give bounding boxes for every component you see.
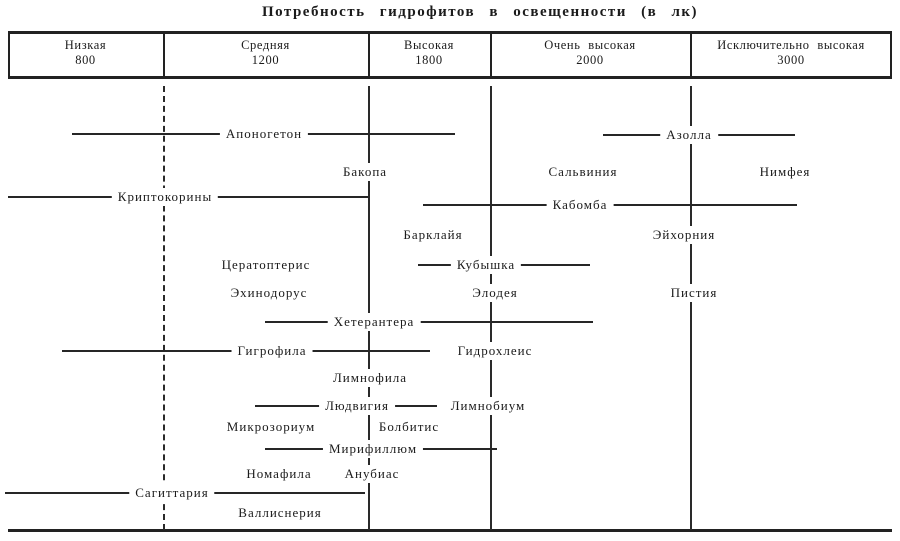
species-label: Валлиснерия	[232, 504, 327, 522]
species-label: Номафила	[240, 465, 317, 483]
column-value: 800	[75, 53, 96, 67]
column-label: Высокая	[404, 38, 454, 52]
species-label: Мирифиллюм	[323, 440, 423, 458]
column-value: 1200	[251, 53, 280, 67]
header-cell-low	[8, 38, 163, 78]
species-label: Хетерантера	[328, 313, 421, 331]
bottom-border	[8, 529, 892, 532]
column-value: 3000	[777, 53, 805, 67]
column-divider-line	[490, 86, 492, 530]
column-divider-line	[368, 86, 370, 530]
species-label: Сальвиния	[543, 163, 624, 181]
species-label: Элодея	[466, 284, 523, 302]
header-cell-medium	[163, 38, 368, 78]
header-cell-exceptionally-high	[690, 38, 892, 78]
species-label: Кабомба	[547, 196, 614, 214]
column-value: 1800	[415, 53, 443, 67]
species-label: Барклайя	[397, 226, 468, 244]
species-label: Апоногетон	[220, 125, 308, 143]
species-label: Микрозориум	[221, 418, 321, 436]
species-label: Азолла	[660, 126, 718, 144]
range-line	[265, 321, 593, 323]
species-label: Эйхорния	[647, 226, 721, 244]
species-label: Пистия	[665, 284, 724, 302]
species-label: Бакопа	[337, 163, 393, 181]
species-label: Нимфея	[754, 163, 817, 181]
species-label: Сагиттария	[129, 484, 214, 502]
column-divider-line	[163, 86, 165, 530]
species-label: Анубиас	[339, 465, 406, 483]
species-label: Кубышка	[451, 256, 521, 274]
column-divider-line	[690, 86, 692, 530]
header-divider	[368, 33, 370, 77]
species-label: Цератоптерис	[216, 256, 317, 274]
column-label: Очень высокая	[544, 38, 636, 52]
species-label: Гидрохлеис	[452, 342, 539, 360]
species-label: Людвигия	[319, 397, 395, 415]
header-divider	[690, 33, 692, 77]
species-label: Криптокорины	[112, 188, 218, 206]
column-value: 2000	[576, 53, 604, 67]
column-label: Исключительно высокая	[717, 38, 865, 52]
chart-title: Потребность гидрофитов в освещенности (в лк)	[261, 4, 699, 20]
header-cell-high	[368, 38, 490, 78]
species-label: Гигрофила	[232, 342, 313, 360]
species-label: Лимнофила	[327, 369, 413, 387]
column-label: Низкая	[64, 38, 107, 52]
header-cell-very-high	[490, 38, 690, 78]
species-label: Болбитис	[373, 418, 445, 436]
header-divider	[490, 33, 492, 77]
column-label: Средняя	[241, 38, 290, 52]
species-label: Эхинодорус	[225, 284, 314, 302]
species-label: Лимнобиум	[445, 397, 532, 415]
header-divider	[163, 33, 165, 77]
